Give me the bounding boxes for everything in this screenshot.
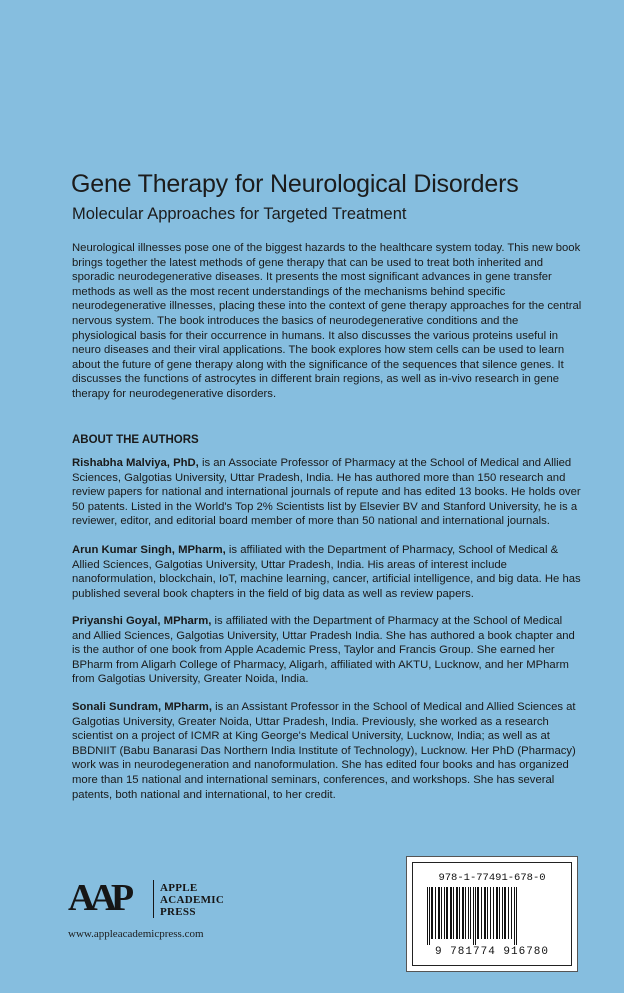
barcode-bar [438, 887, 440, 939]
barcode-bar [456, 887, 458, 939]
barcode-bar [516, 887, 517, 945]
author-name: Arun Kumar Singh, MPharm, [72, 544, 226, 556]
barcode-bar [441, 887, 442, 939]
barcode-bar [502, 887, 503, 939]
logo-line: APPLE [160, 882, 198, 894]
author-bio [72, 543, 584, 601]
barcode-bar [496, 887, 498, 939]
barcode-bar [484, 887, 486, 939]
barcode-bar [459, 887, 460, 939]
barcode-digits: 9 781774 916780 [434, 946, 550, 958]
author-bio [72, 700, 584, 802]
barcode-bar [453, 887, 454, 939]
barcode-bar [462, 887, 464, 939]
publisher-website: www.appleacademicpress.com [68, 928, 204, 940]
barcode-bar [473, 887, 474, 945]
barcode-bar [429, 887, 430, 945]
barcode-bar [481, 887, 482, 939]
barcode-bar [493, 887, 494, 939]
barcode-frame [412, 862, 572, 966]
author-bio [72, 614, 584, 687]
author-bio-text: is an Assistant Professor in the School of Medical and Allied Sciences at Galgotias University, Greater Noida, Uttar Pradesh, India. Previously, she worked as a research scientist on a project of ICMR at King George's Medical University, Lucknow, India; as well as at BBDNIIT (Babu Banarasi Das Northern India Institute of Technology), Lucknow. Her PhD (Pharmacy) work was in neurodegeneration and nanoformulation. She has edited four books and has organized more than 15 national and international seminars, conferences, and workshops. She has several patents, both national and international, to her credit. [72, 701, 576, 801]
author-name: Priyanshi Goyal, MPharm, [72, 615, 212, 627]
logo-divider [153, 880, 154, 918]
author-name: Rishabha Malviya, PhD, [72, 457, 199, 469]
barcode-bar [511, 887, 512, 939]
logo-line: ACADEMIC [160, 894, 225, 906]
publisher-logo [68, 876, 248, 926]
barcode-bar [450, 887, 452, 939]
barcode-bar [490, 887, 491, 939]
barcode-bar [446, 887, 448, 939]
logo-line: PRESS [160, 906, 196, 918]
barcode-bar [444, 887, 445, 939]
author-name: Sonali Sundram, MPharm, [72, 701, 212, 713]
author-bio-text: is affiliated with the Department of Pharmacy at the School of Medical and Allied Sciences, Galgotias University, Uttar Pradesh India. She has authored a book chapter and is the author of one book from Apple Academic Press, Taylor and Francis Group. She earned her BPharm from Aligarh College of Pharmacy, Aligarh, affiliated with AKTU, Lucknow, and her MPharm from Galgotias University, Greater Noida, India. [72, 615, 575, 686]
barcode-bar [499, 887, 500, 939]
barcode-bar [435, 887, 436, 939]
book-description: Neurological illnesses pose one of the biggest hazards to the healthcare system today. This new book brings together the latest methods of gene therapy that can be used to treat both inherited and sporadic neurodegenerative diseases. It presents the most significant advances in gene transfer methods as well as the most recent understandings of the mechanisms behind specific neurodegenerative illnesses, placing these into the context of gene therapy approaches for the central nervous system. The book introduces the basics of neurodegenerative conditions and the physiological basis for their occurrence in humans. It also discusses the various proteins useful in neuro diseases and their viral applications. The book explores how stem cells can be used to learn about the future of gene therapy along with the significance of the sequences that silence genes. It discusses the functions of astrocytes in different brain regions, as well as in-vivo research in gene therapy for neurodegenerative disorders. [72, 242, 582, 400]
author-bio-text: is affiliated with the Department of Pharmacy, School of Medical & Allied Sciences, Galgotias University, Uttar Pradesh, India. His areas of interest include nanoformulation, blockchain, IoT, machine learning, cancer, artificial intelligence, and big data. He has published several book chapters in the field of big data as well as review papers. [72, 544, 581, 600]
isbn-number: 978-1-77491-678-0 [438, 872, 546, 884]
barcode-bar [487, 887, 488, 939]
barcode-bar [427, 887, 428, 945]
barcode-bar [514, 887, 515, 945]
barcode-bar [504, 887, 506, 939]
barcode-bar [468, 887, 469, 939]
barcode-bar [508, 887, 509, 939]
about-authors-heading: ABOUT THE AUTHORS [72, 434, 199, 446]
book-title: Gene Therapy for Neurological Disorders [71, 170, 519, 198]
isbn-barcode-box [406, 856, 578, 972]
book-subtitle: Molecular Approaches for Targeted Treatment [72, 205, 407, 223]
logo-mark: AAP [68, 877, 129, 919]
barcode-bars [427, 887, 557, 945]
author-bio-text: is an Associate Professor of Pharmacy at the School of Medical and Allied Sciences, Galgotias University, Uttar Pradesh, India. He has authored more than 150 research and review papers for national and international journals of repute and has edited 13 books. He holds over 50 patents. Listed in the World's Top 2% Scientists list by Elsevier BV and Stanford University, he is a reviewer, editor, and editorial board member of more than 50 national and international journals. [72, 457, 581, 528]
logo-wordmark [160, 882, 224, 918]
barcode-bar [465, 887, 466, 939]
barcode-bar [475, 887, 476, 945]
author-bio [72, 456, 584, 529]
barcode-bar [470, 887, 471, 939]
barcode-bar [431, 887, 433, 939]
barcode-bar [477, 887, 479, 939]
